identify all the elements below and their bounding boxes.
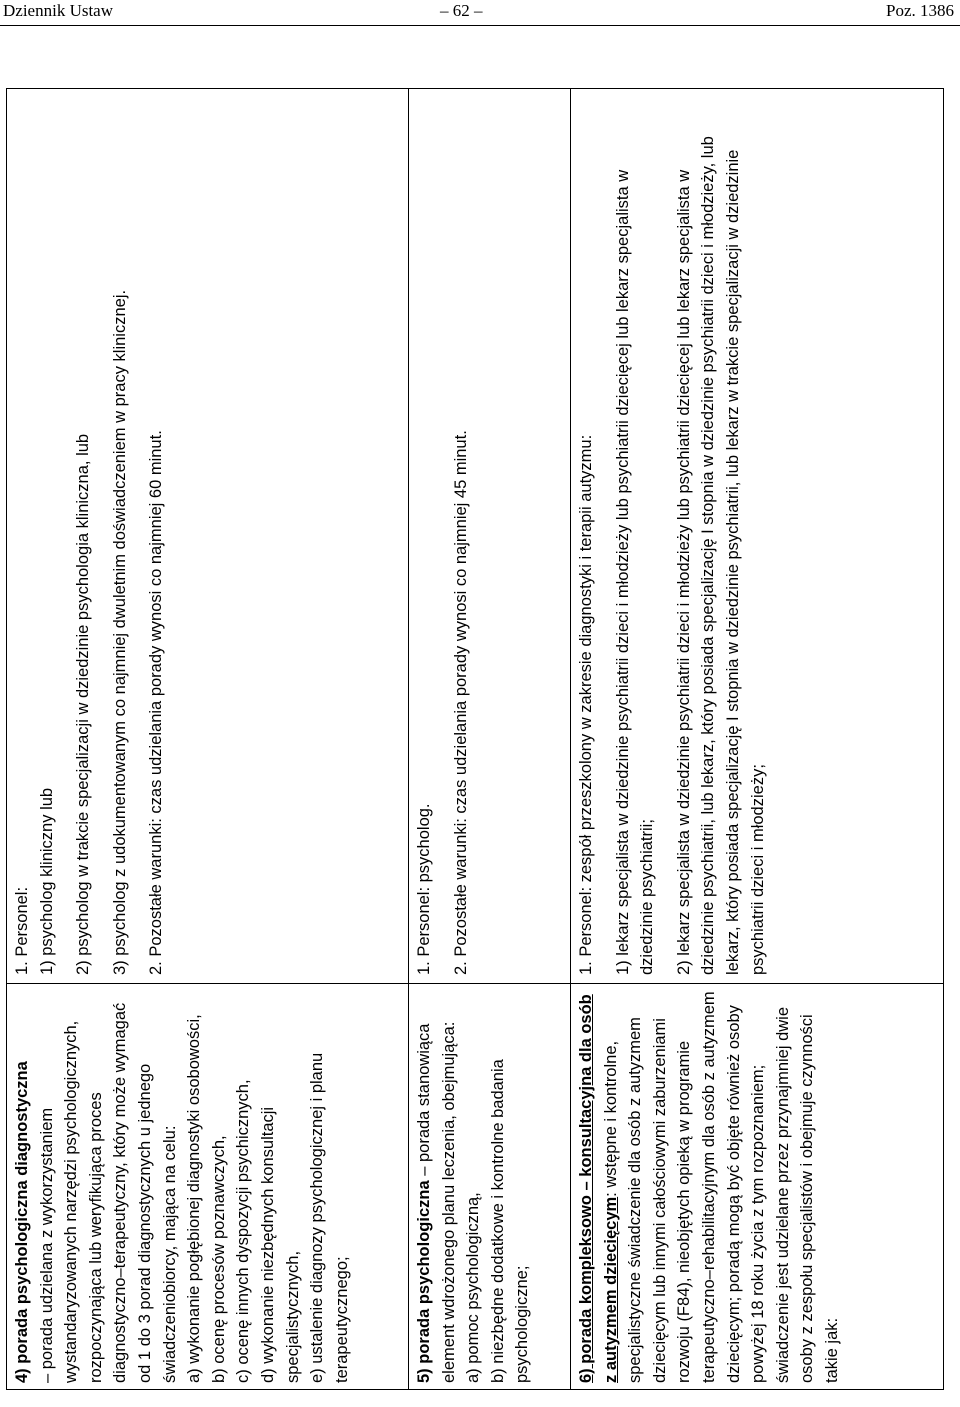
service-description-cell (409, 983, 570, 1389)
list-item: b) ocenę procesów poznawczych, (209, 1135, 228, 1383)
requirements-cell (571, 89, 943, 983)
service-desc: – porada stanowiąca element wdrożonego planu leczenia, obejmująca: (415, 1021, 458, 1383)
requirements-cell (409, 89, 570, 983)
header-rule (0, 25, 960, 26)
requirement-line: 1) psycholog kliniczny lub (37, 787, 56, 975)
requirement-line: 1. Personel: psycholog. (415, 803, 433, 975)
requirement-line: 2. Pozostałe warunki: czas udzielania porady wynosi co najmniej 60 minut. (147, 430, 166, 975)
list-item: c) ocenę innych dyspozycji psychicznych, (234, 1079, 253, 1383)
service-desc: : wstępne i kontrolne, specjalistyczne świadczenie dla osób z autyzmem dziecięcym lub innymi całościowymi zaburzeniami rozwoju (F84), nieobjętych opieką w programie terapeutyczno–rehabilitacyjnym dla osób z autyzmem dziecięcym; poradą mogą być objęte również osoby powyżej 18 roku życia z tym rozpoznaniem; świadczenie jest udzielane przez przynajmniej dwie osoby z zespołu specjalistów i obejmuje czynności takie jak: (601, 991, 841, 1383)
table-row (409, 89, 571, 1389)
list-item: a) wykonanie pogłębionej diagnostyki osobowości, (185, 1014, 204, 1383)
table-row (571, 89, 943, 1389)
service-title: 5) porada psychologiczna (415, 1180, 433, 1383)
service-description-cell (7, 983, 408, 1389)
requirement-line: 3) psycholog z udokumentowanym co najmniej dwuletnim doświadczeniem w pracy klinicznej. (110, 289, 129, 975)
position-number: Poz. 1386 (886, 1, 954, 20)
requirements-cell (7, 89, 408, 983)
list-item: e) ustalenie diagnozy psychologicznej i planu terapeutycznego; (308, 1052, 351, 1383)
requirement-line: 2. Pozostałe warunki: czas udzielania porady wynosi co najmniej 45 minut. (451, 430, 470, 975)
list-item: d) wykonanie niezbędnych konsultacji specjalistycznych, (258, 1106, 302, 1383)
requirement-line: 2) lekarz specjalista w dziedzinie psychiatrii dzieci i młodzieży lub psychiatrii dziecięcej lub lekarz specjalista w dziedzinie psychiatrii, lub lekarz, który posiada specjalizację I stopnia w dziedzinie psychiatrii dzieci i młodzieży, lub lekarz, który posiada specjalizację I stopnia w dziedzinie psychiatrii, lub lekarz w trakcie specjalizacji w dziedzinie psychiatrii dzieci i młodzieży; (674, 136, 767, 975)
table-row (7, 89, 409, 1389)
page-header (0, 0, 960, 22)
service-description-cell (571, 983, 943, 1389)
list-item: b) niezbędne dodatkowe i kontrolne badania psychologiczne; (488, 1059, 532, 1383)
requirement-line: 1) lekarz specjalista w dziedzinie psychiatrii dzieci i młodzieży lub psychiatrii dziecięcej lub lekarz specjalista w dziedzinie psychiatrii; (613, 169, 657, 975)
service-title: 6) porada kompleksowo – konsultacyjna dla osób z autyzmem dziecięcym (577, 994, 620, 1383)
requirement-line: 1. Personel: (13, 886, 31, 975)
requirement-line: 1. Personel: zespół przeszkolony w zakresie diagnostyki i terapii autyzmu: (577, 434, 595, 975)
service-desc: – porada udzielana z wykorzystaniem wystandaryzowanych narzędzi psychologicznych, rozpoczynająca lub weryfikująca proces diagnostyczno–terapeutyczny, który może wymagać od 1 do 3 porad diagnostycznych u jednego świadczeniobiorcy, mająca na celu: (37, 1002, 179, 1383)
rotated-table (7, 89, 943, 1389)
service-title: 4) porada psychologiczna diagnostyczna (13, 1061, 31, 1383)
journal-title: Dziennik Ustaw (3, 1, 114, 20)
list-item: a) pomoc psychologiczną, (464, 1192, 483, 1383)
page-number: – 62 – (440, 1, 483, 20)
requirement-line: 2) psycholog w trakcie specjalizacji w dziedzinie psychologia kliniczna, lub (74, 433, 93, 975)
